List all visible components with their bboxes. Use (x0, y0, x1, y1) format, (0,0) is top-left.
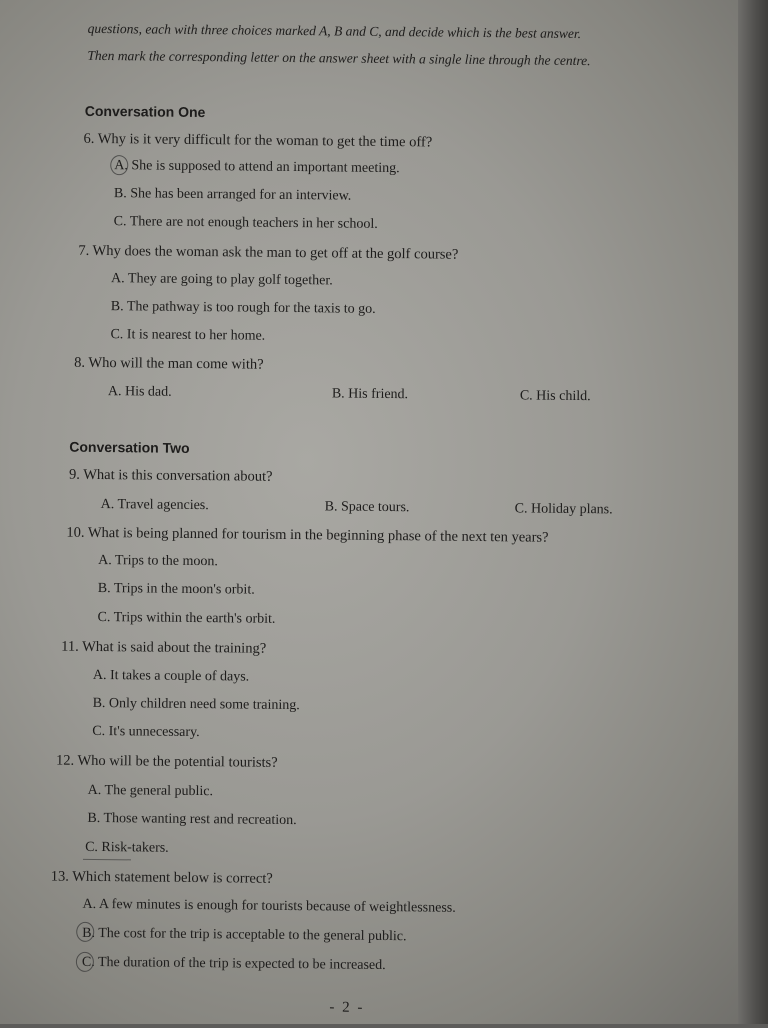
q13-option-b: B. The cost for the trip is acceptable to the general public. (82, 925, 407, 945)
q6-option-b: B. She has been arranged for an interview. (113, 186, 352, 204)
q8-option-a: A. His dad. (107, 384, 172, 400)
q11-option-c: C. It's unnecessary. (92, 723, 200, 741)
instructions-line-1: questions, each with three choices marked A, B and C, and decide which is the best answer. (87, 20, 582, 42)
q8-option-c: C. His child. (519, 388, 591, 405)
pencil-underline-mark (83, 859, 131, 861)
question-8: 8. Who will the man come with? (74, 354, 264, 373)
answer-circle-mark (110, 155, 128, 175)
q9-option-a: A. Travel agencies. (100, 497, 209, 514)
q7-option-b: B. The pathway is too rough for the taxis to go. (110, 299, 376, 317)
q9-option-c: C. Holiday plans. (514, 501, 613, 518)
question-10: 10. What is being planned for tourism in the beginning phase of the next ten years? (66, 524, 549, 546)
question-7: 7. Why does the woman ask the man to get off at the golf course? (78, 242, 459, 263)
instructions (87, 15, 708, 75)
q13-option-c: C. The duration of the trip is expected to be increased. (81, 954, 386, 974)
page-edge-shadow (738, 0, 768, 1024)
question-11: 11. What is said about the training? (61, 638, 267, 657)
q6-option-c: C. There are not enough teachers in her school. (113, 214, 378, 232)
question-6: 6. Why is it very difficult for the woman to get the time off? (83, 130, 433, 151)
q11-option-b: B. Only children need some training. (92, 695, 300, 714)
exam-page (29, 0, 738, 1028)
q8-option-b: B. His friend. (331, 386, 409, 403)
answer-circle-mark (76, 922, 94, 942)
question-9: 9. What is this conversation about? (68, 466, 273, 485)
q12-option-c: C. Risk-takers. (85, 839, 169, 856)
section-title-conversation-two: Conversation Two (69, 438, 190, 456)
q7-option-c: C. It is nearest to her home. (110, 327, 266, 344)
q12-option-b: B. Those wanting rest and recreation. (87, 810, 297, 829)
page-number: - 2 - (329, 999, 365, 1016)
q13-option-a: A. A few minutes is enough for tourists because of weightlessness. (82, 896, 456, 916)
q10-option-a: A. Trips to the moon. (98, 552, 218, 570)
section-title-conversation-one: Conversation One (84, 102, 206, 121)
q9-option-b: B. Space tours. (324, 499, 410, 516)
q10-option-c: C. Trips within the earth's orbit. (97, 609, 276, 627)
question-13: 13. Which statement below is correct? (50, 868, 273, 887)
q6-option-a: A. She is supposed to attend an important meeting. (114, 158, 400, 177)
q10-option-b: B. Trips in the moon's orbit. (97, 580, 255, 598)
q11-option-a: A. It takes a couple of days. (92, 667, 250, 685)
q12-option-a: A. The general public. (87, 782, 214, 800)
q7-option-a: A. They are going to play golf together. (110, 271, 333, 289)
instructions-line-2: Then mark the corresponding letter on the answer sheet with a single line through the centre. (87, 47, 591, 69)
question-12: 12. Who will be the potential tourists? (55, 752, 278, 771)
answer-circle-mark (76, 952, 94, 972)
